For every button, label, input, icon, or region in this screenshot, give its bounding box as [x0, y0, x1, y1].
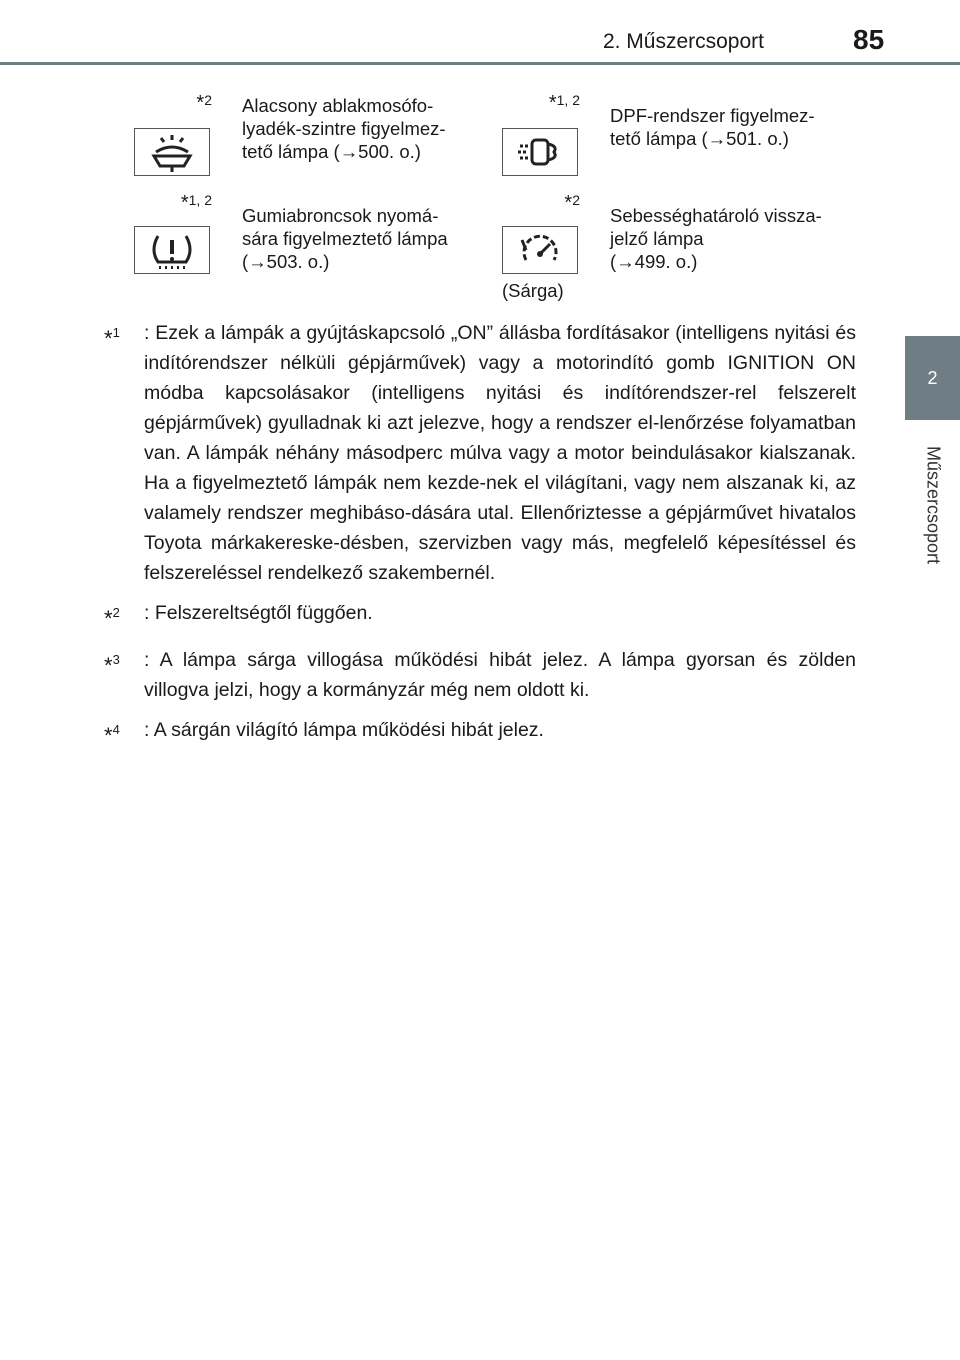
lamp-description: Gumiabroncsok nyomá- sára figyelmeztető lámpa (→503. o.)	[242, 205, 448, 272]
dpf-system-icon	[502, 128, 578, 176]
speed-limiter-icon	[502, 226, 578, 274]
page-number: 85	[853, 24, 885, 55]
header-divider	[0, 62, 960, 65]
lamp-footnote-marker: *1, 2	[180, 192, 212, 214]
lamp-description: Alacsony ablakmosófo- lyadék-szintre figyelmez- tető lámpa (→500. o.)	[242, 95, 446, 162]
lamp-description: Sebességhatároló vissza- jelző lámpa (→499. o.)	[610, 205, 822, 272]
footnote	[104, 318, 856, 588]
footnote-text: : Ezek a lámpák a gyújtáskapcsoló „ON” állásba fordításakor (intelligens nyitási és indítórendszer nélküli gépjárművek) vagy a motorindító gomb IGNITION ON módba kapcsolásakor (intelligens nyitási és indítórendszer-rel felszerelt gépjárművek) gyulladnak ki azt jelezve, hogy a rendszer el-lenőrzése folyamatban van. A lámpák néhány másodperc múlva vagy a motor beindulásakor kialszanak. Ha a figyelmeztető lámpák nem kezde-nek el világítani, vagy nem alszanak ki, az valamely rendszer meghibáso-dására utal. Ellenőriztesse a gépjárművet hivatalos Toyota márkakereske-désben, szervizben vagy más, megfelelő képesítéssel és felszereléssel rendelkező szakembernél.	[144, 322, 856, 584]
footnote-marker: *$^3$	[104, 652, 120, 678]
footnote	[104, 715, 856, 752]
footnote-text: : Felszereltségtől függően.	[144, 602, 373, 624]
lamp-description: DPF-rendszer figyelmez- tető lámpa (→501. o.)	[610, 105, 815, 149]
footnote-marker: *$^4$	[104, 722, 120, 748]
footnote-text: : A sárgán világító lámpa működési hibát jelez.	[144, 719, 544, 741]
lamp-footnote-marker: *1, 2	[548, 92, 580, 114]
chapter-side-label	[905, 420, 960, 590]
footnotes	[104, 318, 856, 762]
chapter-tab	[905, 336, 960, 420]
lamp-footnote-marker: *2	[196, 92, 212, 114]
chapter-number: 2	[927, 367, 938, 388]
footnote-marker: *$^2$	[104, 605, 120, 631]
section-title: 2. Műszercsoport	[602, 30, 764, 53]
footnote	[104, 645, 856, 705]
tire-pressure-icon	[134, 226, 210, 274]
lamp-color-caption: (Sárga)	[502, 280, 564, 301]
washer-fluid-icon	[134, 128, 210, 176]
chapter-label: Műszercsoport	[923, 445, 943, 565]
footnote-text: : A lámpa sárga villogása működési hibát jelez. A lámpa gyorsan és zölden villogva jelzi, hogy a kormányzár még nem oldott ki.	[144, 649, 856, 701]
footnote-marker: *$^1$	[104, 325, 120, 351]
lamp-footnote-marker: *2	[564, 192, 580, 214]
footnote	[104, 598, 856, 635]
